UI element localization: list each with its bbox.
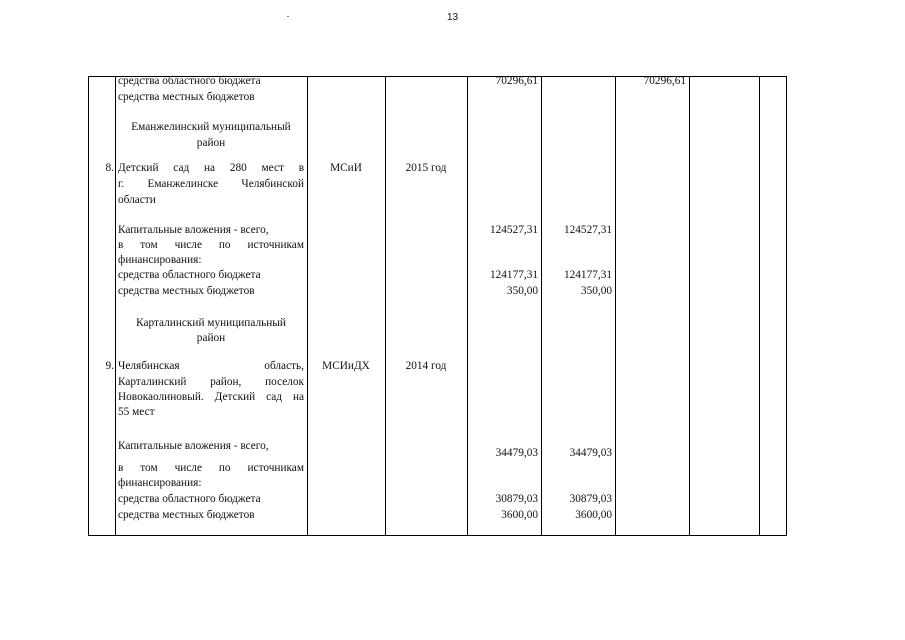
regional-col5-value: 124177,31 bbox=[563, 269, 612, 281]
column-divider bbox=[115, 76, 116, 536]
local-total-value: 350,00 bbox=[506, 285, 538, 297]
top-col6-value: 70296,61 bbox=[643, 75, 686, 87]
including-sources-label: в том числе по источникам bbox=[118, 239, 304, 251]
including-sources-label: в том числе по источникам bbox=[118, 462, 304, 474]
regional-budget-label: средства областного бюджета bbox=[118, 75, 261, 87]
local-budget-label: средства местных бюджетов bbox=[118, 509, 255, 521]
column-divider bbox=[467, 76, 468, 536]
column-divider bbox=[615, 76, 616, 536]
customer: МСиИ bbox=[330, 162, 362, 174]
district-heading: Карталинский муниципальный bbox=[136, 317, 286, 329]
capital-investments-label: Капитальные вложения - всего, bbox=[118, 440, 269, 452]
object-name-line2: Карталинский район, поселок bbox=[118, 376, 305, 388]
local-col5-value: 350,00 bbox=[580, 285, 612, 297]
object-name-line2: г. Еманжелинске Челябинской bbox=[118, 178, 305, 190]
row-number: 8. bbox=[105, 162, 114, 174]
object-name-line4: 55 мест bbox=[118, 406, 155, 418]
capital-col5-value: 124527,31 bbox=[563, 224, 612, 236]
object-name-line3: Новокаолиновый. Детский сад на bbox=[118, 391, 304, 403]
financing-label: финансирования: bbox=[118, 477, 202, 489]
regional-col5-value: 30879,03 bbox=[569, 493, 612, 505]
capital-total-value: 34479,03 bbox=[495, 447, 538, 459]
local-total-value: 3600,00 bbox=[501, 509, 538, 521]
object-name-line3: области bbox=[118, 194, 156, 206]
district-heading-line2: район bbox=[196, 332, 226, 344]
column-divider bbox=[541, 76, 542, 536]
local-col5-value: 3600,00 bbox=[575, 509, 612, 521]
top-total-value: 70296,61 bbox=[495, 75, 538, 87]
year: 2015 год bbox=[405, 162, 447, 174]
district-heading-line2: район bbox=[196, 137, 226, 149]
regional-budget-label: средства областного бюджета bbox=[118, 269, 261, 281]
column-divider bbox=[385, 76, 386, 536]
capital-col5-value: 34479,03 bbox=[569, 447, 612, 459]
district-heading: Еманжелинский муниципальный bbox=[131, 121, 291, 133]
scan-speck bbox=[287, 16, 289, 17]
local-budget-label: средства местных бюджетов bbox=[118, 285, 255, 297]
column-divider bbox=[307, 76, 308, 536]
object-name-line1: Челябинская область, bbox=[118, 360, 304, 372]
customer: МСИиДХ bbox=[322, 360, 370, 372]
regional-budget-label: средства областного бюджета bbox=[118, 493, 261, 505]
financing-label: финансирования: bbox=[118, 254, 202, 266]
regional-total-value: 30879,03 bbox=[495, 493, 538, 505]
capital-total-value: 124527,31 bbox=[489, 224, 538, 236]
page-number: 13 bbox=[446, 12, 459, 23]
year: 2014 год bbox=[405, 360, 447, 372]
row-number: 9. bbox=[105, 360, 114, 372]
capital-investments-label: Капитальные вложения - всего, bbox=[118, 224, 269, 236]
local-budget-label: средства местных бюджетов bbox=[118, 91, 255, 103]
column-divider bbox=[759, 76, 760, 536]
column-divider bbox=[689, 76, 690, 536]
object-name-line1: Детский сад на 280 мест в bbox=[118, 162, 305, 174]
regional-total-value: 124177,31 bbox=[489, 269, 538, 281]
